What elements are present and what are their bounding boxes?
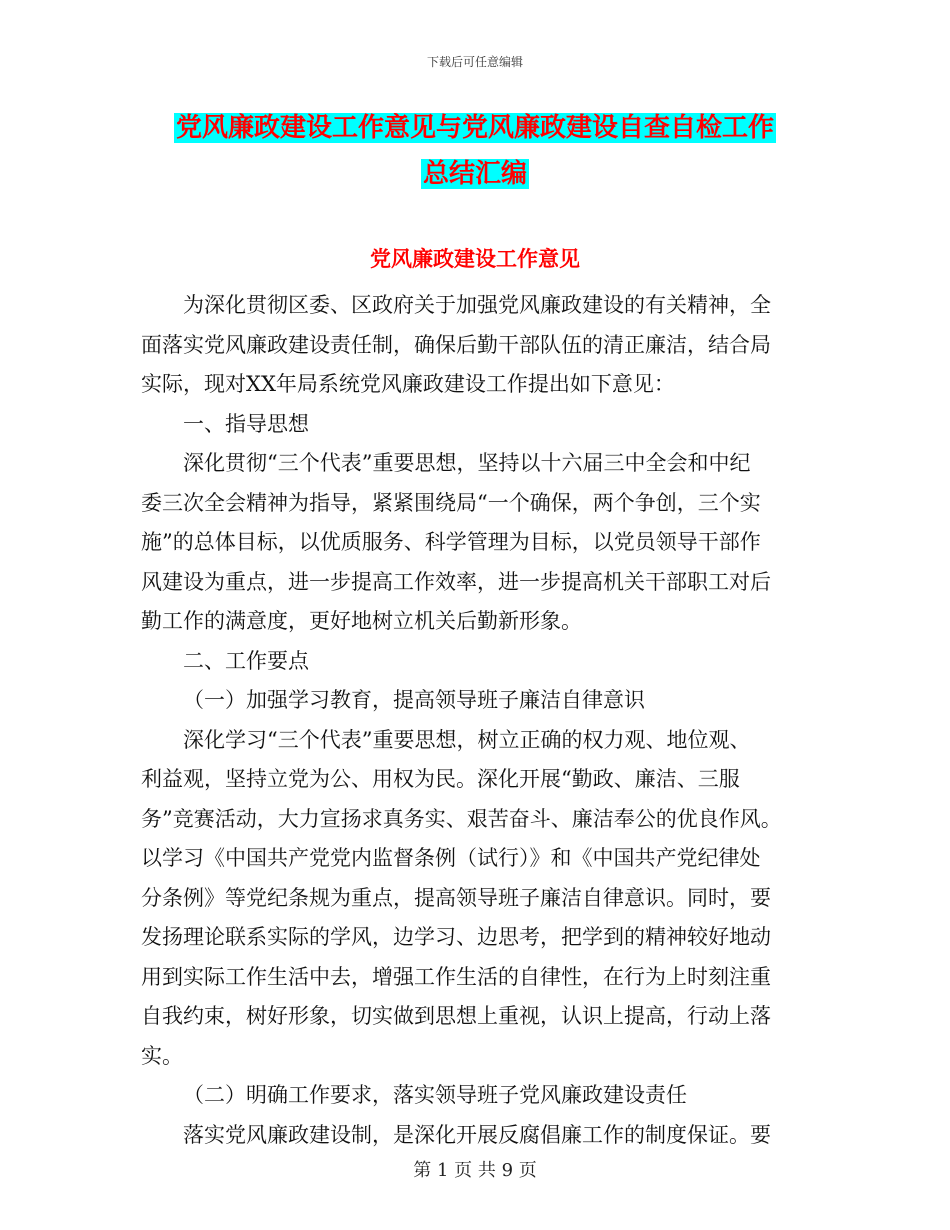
paragraph-line: 利益观，坚持立党为公、用权为民。深化开展“勤政、廉洁、三服	[141, 767, 740, 791]
paragraph-line: 勤工作的满意度，更好地树立机关后勤新形象。	[141, 609, 582, 633]
paragraph-line: 施”的总体目标，以优质服务、科学管理为目标，以党员领导干部作	[141, 530, 761, 554]
paragraph-line: 以学习《中国共产党党内监督条例（试行）》和《中国共产党纪律处	[141, 846, 761, 870]
paragraph-line: 自我约束，树好形象，切实做到思想上重视，认识上提高，行动上落	[141, 1004, 771, 1028]
heading-work-points: 二、工作要点	[183, 648, 309, 673]
paragraph-line: 为深化贯彻区委、区政府关于加强党风廉政建设的有关精神，全	[183, 293, 771, 317]
paragraph-line: 实际，现对XX年局系统党风廉政建设工作提出如下意见：	[141, 372, 675, 396]
page-number-footer: 第 1 页 共 9 页	[413, 1160, 537, 1181]
subheading-study-education: （一）加强学习教育，提高领导班子廉洁自律意识	[183, 688, 645, 712]
document-title-line-1	[0, 108, 950, 148]
subheading-work-requirements: （二）明确工作要求，落实领导班子党风廉政建设责任	[183, 1083, 687, 1107]
paragraph-line: 委三次全会精神为指导，紧紧围绕局“一个确保，两个争创，三个实	[141, 490, 761, 515]
paragraph-line: 深化学习“三个代表”重要思想，树立正确的权力观、地位观、	[183, 727, 751, 752]
paragraph-line: 发扬理论联系实际的学风，边学习、边思考，把学到的精神较好地动	[141, 925, 771, 949]
section-title: 党风廉政建设工作意见	[370, 246, 580, 271]
paragraph-line: 深化贯彻“三个代表”重要思想，坚持以十六届三中全会和中纪	[183, 451, 751, 475]
heading-guiding-thought: 一、指导思想	[183, 411, 309, 436]
paragraph-line: 用到实际工作生活中去，增强工作生活的自律性，在行为上时刻注重	[141, 964, 771, 989]
document-title-line-2	[0, 154, 950, 194]
paragraph-line: 面落实党风廉政建设责任制，确保后勤干部队伍的清正廉洁，结合局	[141, 332, 771, 357]
document-title-text-1: 党风廉政建设工作意见与党风廉政建设自查自检工作	[175, 113, 774, 143]
page-header: 下载后可任意编辑	[426, 55, 523, 69]
paragraph-line: 落实党风廉政建设制，是深化开展反腐倡廉工作的制度保证。要	[183, 1122, 771, 1147]
paragraph-line: 风建设为重点，进一步提高工作效率，进一步提高机关干部职工对后	[141, 569, 771, 594]
body-text	[141, 286, 811, 1155]
document-title-text-2: 总结汇编	[422, 159, 527, 189]
paragraph-line: 务”竞赛活动，大力宣扬求真务实、艰苦奋斗、廉洁奉公的优良作风。	[141, 806, 782, 831]
paragraph-line: 实。	[141, 1043, 183, 1068]
paragraph-line: 分条例》等党纪条规为重点，提高领导班子廉洁自律意识。同时，要	[141, 885, 771, 910]
